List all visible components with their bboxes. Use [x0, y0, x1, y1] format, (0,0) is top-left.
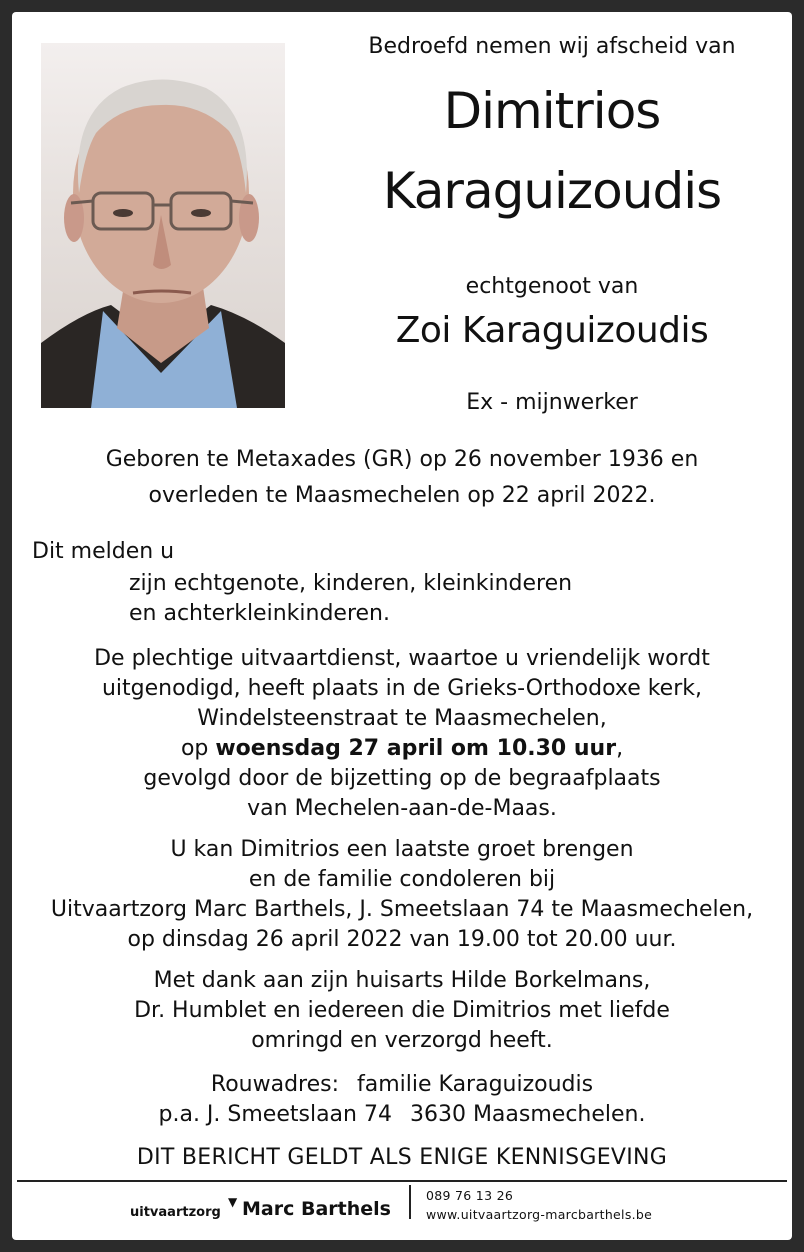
footer-contact [426, 1186, 652, 1224]
condolence-line: U kan Dimitrios een laatste groet brengen [170, 837, 634, 862]
service-date-line: op woensdag 27 april om 10.30 uur, [180, 736, 624, 761]
spouse-label: echtgenoot van [465, 274, 639, 299]
thanks-text [22, 966, 782, 1056]
website-link[interactable]: www.uitvaartzorg-marcbarthels.be [426, 1207, 653, 1222]
thanks-line: omringd en verzorgd heeft. [251, 1028, 553, 1053]
address-line [22, 1070, 782, 1100]
service-date: woensdag 27 april om 10.30 uur [215, 736, 617, 761]
deceased-last-name: Karaguizoudis [382, 162, 722, 220]
service-line: De plechtige uitvaartdienst, waartoe u vriendelijk wordt [94, 646, 710, 671]
service-line: uitgenodigd, heeft plaats in de Grieks-Orthodoxe kerk, [101, 676, 702, 701]
intro-text: Bedroefd nemen wij afscheid van [368, 34, 736, 59]
died-line: overleden te Maasmechelen op 22 april 2022. [148, 483, 656, 508]
address-label: Rouwadres: [210, 1072, 340, 1097]
birth-death-info [32, 442, 772, 514]
obituary-card [12, 12, 792, 1240]
address-family: familie Karaguizoudis [357, 1072, 594, 1097]
born-line: Geboren te Metaxades (GR) op 26 november 1936 en [105, 447, 699, 472]
condolence-line: op dinsdag 26 april 2022 van 19.00 tot 20.00 uur. [127, 927, 677, 952]
mourning-address [22, 1070, 782, 1130]
address-street: p.a. J. Smeetslaan 74 [158, 1102, 392, 1127]
triangle-icon: ▼ [228, 1195, 238, 1209]
brand-small-text: uitvaartzorg [130, 1205, 221, 1220]
address-line [22, 1100, 782, 1130]
funeral-service-info [22, 644, 782, 824]
family-line: en achterkleinkinderen. [129, 601, 390, 626]
condolence-line: Uitvaartzorg Marc Barthels, J. Smeetslaan 74 te Maasmechelen, [50, 897, 754, 922]
footer-divider [17, 1180, 787, 1182]
thanks-line: Met dank aan zijn huisarts Hilde Borkelmans, [153, 968, 651, 993]
condolence-line: en de familie condoleren bij [248, 867, 556, 892]
service-line: gevolgd door de bijzetting op de begraafplaats [143, 766, 661, 791]
service-line: Windelsteenstraat te Maasmechelen, [197, 706, 607, 731]
notice-text: DIT BERICHT GELDT ALS ENIGE KENNISGEVING [136, 1145, 668, 1170]
portrait-photo [41, 43, 285, 408]
service-line: van Mechelen-aan-de-Maas. [247, 796, 557, 821]
brand-name: Marc Barthels [242, 1198, 391, 1220]
spouse-name: Zoi Karaguizoudis [395, 310, 709, 351]
phone-number: 089 76 13 26 [426, 1188, 514, 1203]
occupation: Ex - mijnwerker [466, 390, 638, 415]
family-list [129, 569, 572, 629]
address-city: 3630 Maasmechelen. [409, 1102, 646, 1127]
announce-intro: Dit melden u [32, 539, 175, 564]
family-line: zijn echtgenote, kinderen, kleinkinderen [129, 571, 573, 596]
condolence-info [22, 835, 782, 955]
footer-separator [409, 1185, 411, 1219]
deceased-first-name: Dimitrios [443, 82, 661, 140]
thanks-line: Dr. Humblet en iedereen die Dimitrios met liefde [134, 998, 670, 1023]
